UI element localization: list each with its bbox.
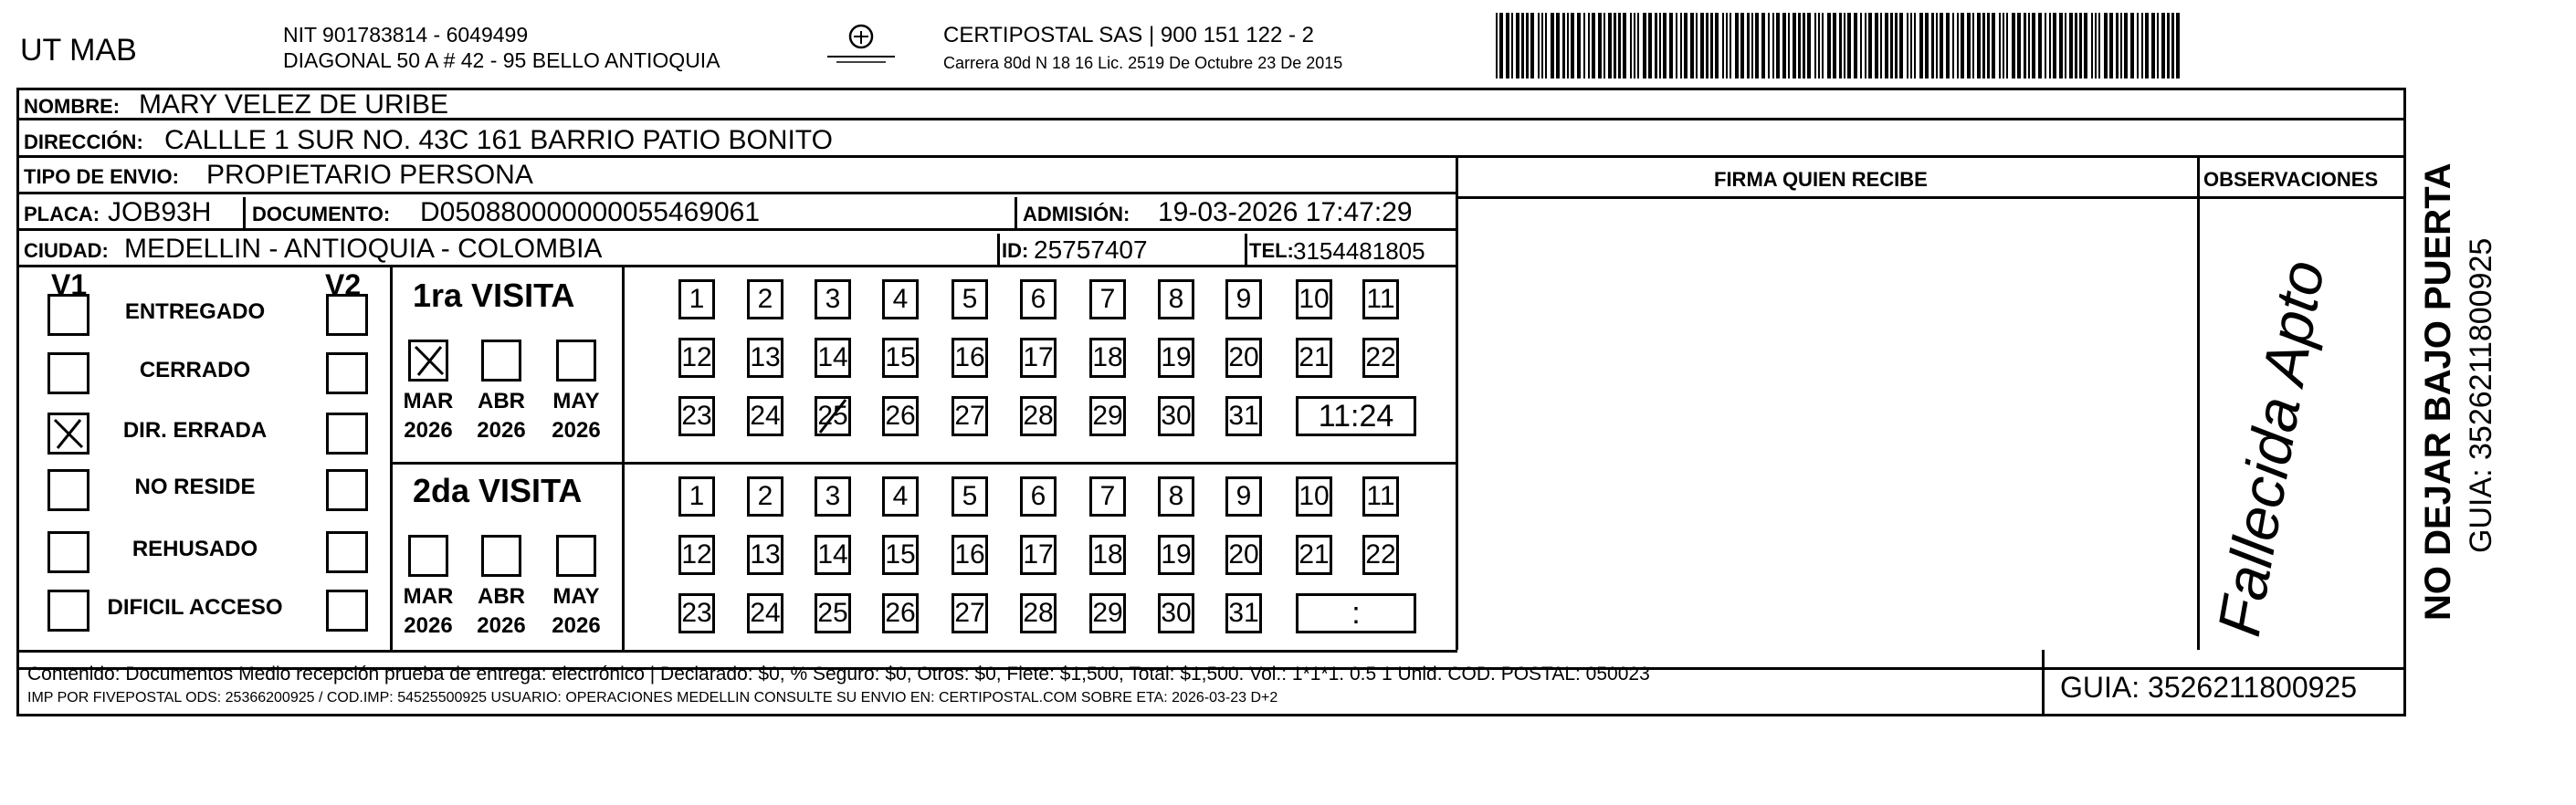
id-label: ID: [1002,239,1029,262]
city-value: MEDELLIN - ANTIOQUIA - COLOMBIA [124,234,603,264]
tel-label: TEL: [1249,239,1294,262]
day-cell[interactable]: 8 [1158,279,1194,319]
month-checkbox[interactable] [408,340,448,382]
barcode [1496,13,2182,78]
day-cell[interactable]: 10 [1296,476,1332,517]
day-cell[interactable]: 18 [1089,535,1126,575]
day-cell[interactable]: 31 [1225,593,1262,633]
day-cell[interactable]: 16 [952,338,988,378]
day-cell[interactable]: 30 [1158,593,1194,633]
day-cell[interactable]: 22 [1362,535,1399,575]
day-cell[interactable]: 21 [1296,535,1332,575]
carrier-license: Carrera 80d N 18 16 Lic. 2519 De Octubre 23 De 2015 [943,54,1343,72]
company-address: DIAGONAL 50 A # 42 - 95 BELLO ANTIOQUIA [283,48,720,72]
month-label: MAY [552,584,600,609]
plate-value: JOB93H [108,197,212,227]
day-cell[interactable]: 4 [882,476,919,517]
type-value: PROPIETARIO PERSONA [206,160,533,190]
day-cell[interactable]: 11 [1362,279,1399,319]
admission-label: ADMISIÓN: [1023,203,1130,225]
month-checkbox[interactable] [408,535,448,577]
status-label: REHUSADO [131,537,258,561]
status-v2-checkbox[interactable] [326,352,368,394]
name-label: NOMBRE: [24,95,121,118]
day-cell[interactable]: 20 [1225,338,1262,378]
month-checkbox[interactable] [481,340,521,382]
day-cell[interactable]: 7 [1089,476,1126,517]
day-cell[interactable]: 31 [1225,396,1262,436]
month-checkbox[interactable] [481,535,521,577]
month-checkbox[interactable] [556,340,596,382]
day-cell[interactable]: 10 [1296,279,1332,319]
day-cell[interactable]: 15 [882,535,919,575]
year-label: 2026 [404,613,453,638]
day-cell[interactable]: 3 [815,476,851,517]
day-cell[interactable]: 26 [882,593,919,633]
day-cell[interactable]: 26 [882,396,919,436]
day-cell[interactable]: 14 [815,338,851,378]
day-cell[interactable]: 12 [678,338,715,378]
day-cell[interactable]: 24 [747,396,783,436]
status-label: NO RESIDE [134,475,256,499]
status-v2-checkbox[interactable] [326,413,368,455]
day-cell[interactable]: 11 [1362,476,1399,517]
visit1-title: 1ra VISITA [413,277,575,314]
day-cell[interactable]: 30 [1158,396,1194,436]
year-label: 2026 [552,613,601,638]
day-cell[interactable]: 20 [1225,535,1262,575]
day-cell[interactable]: 5 [952,279,988,319]
check-mark-icon [411,342,447,379]
day-cell[interactable]: 2 [747,476,783,517]
footer-content: Contenido: Documentos Medio recepción prueba de entrega: electrónico | Declarado: $0, % Seguro: $0, Otros: $0, Flete: $1,500, Total: $1,500. Vol.: 1*1*1. 0.5 1 Unid. COD. POSTAL: 050023 [27,664,1650,685]
day-cell[interactable]: 8 [1158,476,1194,517]
month-label: MAY [552,389,600,413]
day-cell[interactable]: 19 [1158,535,1194,575]
side-guia: GUIA: 3526211800925 [2464,237,2498,553]
day-cell[interactable]: 1 [678,279,715,319]
plate-label: PLACA: [24,203,100,225]
strike-mark-icon [815,396,851,436]
time-field[interactable]: : [1296,593,1416,633]
signature-header: FIRMA QUIEN RECIBE [1714,168,1928,191]
year-label: 2026 [552,418,601,443]
status-v2-checkbox[interactable] [326,590,368,632]
day-cell[interactable]: 25 [815,593,851,633]
observations-header: OBSERVACIONES [2203,168,2379,191]
day-cell[interactable]: 13 [747,338,783,378]
footer-guia: GUIA: 3526211800925 [2060,671,2357,704]
status-label: DIR. ERRADA [122,418,268,443]
day-cell[interactable]: 29 [1089,396,1126,436]
month-label: MAR [403,389,454,413]
footer-imp: IMP POR FIVEPOSTAL ODS: 25366200925 / COD.IMP: 54525500925 USUARIO: OPERACIONES MEDELLIN CONSULTE SU ENVIO EN: CERTIPOSTAL.COM SOBRE ETA: 2026-03-23 D+2 [27,690,1278,706]
status-v2-checkbox[interactable] [326,294,368,336]
day-cell[interactable]: 27 [952,593,988,633]
day-cell[interactable]: 6 [1020,279,1057,319]
day-cell[interactable]: 17 [1020,338,1057,378]
day-cell[interactable]: 18 [1089,338,1126,378]
status-label: ENTREGADO [124,299,266,324]
year-label: 2026 [477,418,526,443]
day-cell[interactable]: 5 [952,476,988,517]
day-cell[interactable]: 16 [952,535,988,575]
company-nit: NIT 901783814 - 6049499 [283,23,529,47]
day-cell[interactable]: 12 [678,535,715,575]
v2-header: V2 [325,268,362,301]
day-cell[interactable]: 9 [1225,476,1262,517]
admission-value: 19-03-2026 17:47:29 [1158,197,1413,227]
id-value: 25757407 [1034,235,1148,264]
day-cell[interactable]: 9 [1225,279,1262,319]
day-cell[interactable]: 22 [1362,338,1399,378]
address-label: DIRECCIÓN: [24,131,143,153]
day-cell[interactable]: 7 [1089,279,1126,319]
name-value: MARY VELEZ DE URIBE [139,89,448,120]
day-cell[interactable]: 28 [1020,396,1057,436]
status-label: CERRADO [139,358,251,382]
v1-header: V1 [51,268,88,301]
year-label: 2026 [404,418,453,443]
day-cell[interactable]: 3 [815,279,851,319]
certipostal-logo-icon [811,20,911,71]
month-checkbox[interactable] [556,535,596,577]
status-v2-checkbox[interactable] [326,469,368,511]
day-cell[interactable]: 2 [747,279,783,319]
day-cell[interactable]: 13 [747,535,783,575]
month-label: MAR [403,584,454,609]
day-cell[interactable]: 28 [1020,593,1057,633]
day-cell[interactable]: 19 [1158,338,1194,378]
status-label: DIFICIL ACCESO [107,595,283,620]
document-label: DOCUMENTO: [252,203,391,225]
status-v2-checkbox[interactable] [326,531,368,573]
month-label: ABR [478,584,525,609]
day-cell[interactable]: 4 [882,279,919,319]
side-warning: NO DEJAR BAJO PUERTA [2418,162,2458,621]
month-label: ABR [478,389,525,413]
observation-handwriting: Fallecida Apto [2204,255,2338,642]
year-label: 2026 [477,613,526,638]
day-cell[interactable]: 21 [1296,338,1332,378]
day-cell[interactable]: 6 [1020,476,1057,517]
company-name: UT MAB [20,33,137,68]
day-cell[interactable]: 17 [1020,535,1057,575]
day-cell[interactable]: 23 [678,396,715,436]
time-field[interactable]: 11:24 [1296,396,1416,436]
document-value: D050880000000055469061 [420,197,761,227]
city-label: CIUDAD: [24,239,109,262]
day-cell[interactable]: 23 [678,593,715,633]
day-cell[interactable]: 25 [815,396,851,436]
day-cell[interactable]: 1 [678,476,715,517]
carrier-name: CERTIPOSTAL SAS | 900 151 122 - 2 [943,23,1314,47]
day-cell[interactable]: 14 [815,535,851,575]
day-cell[interactable]: 24 [747,593,783,633]
tel-value: 3154481805 [1293,237,1425,265]
type-label: TIPO DE ENVIO: [24,165,179,188]
visit2-title: 2da VISITA [413,472,583,509]
address-value: CALLLE 1 SUR NO. 43C 161 BARRIO PATIO BONITO [164,125,833,155]
day-cell[interactable]: 29 [1089,593,1126,633]
day-cell[interactable]: 15 [882,338,919,378]
day-cell[interactable]: 27 [952,396,988,436]
